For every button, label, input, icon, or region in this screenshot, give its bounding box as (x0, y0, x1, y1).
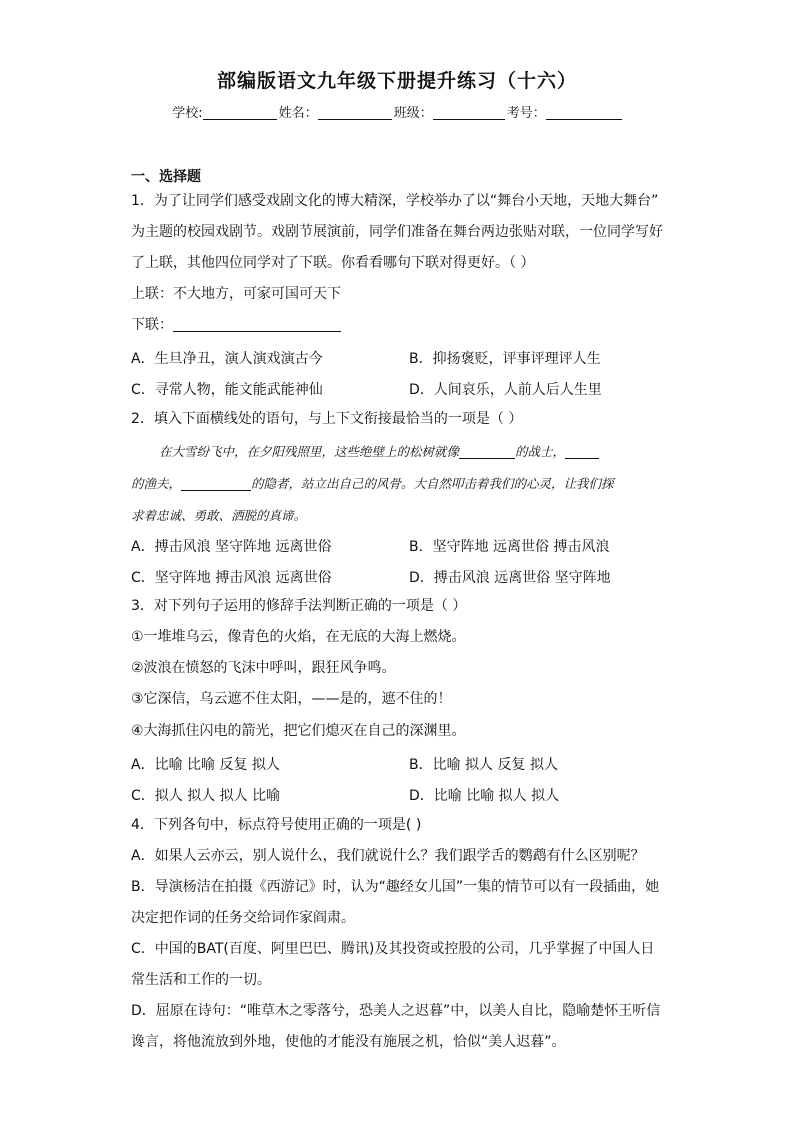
q2-passage-line-3: 求着忠诚、勇敢、洒脱的真谛。 (131, 508, 307, 523)
q1-stem-line-3: 了上联，其他四位同学对了下联。你看看哪句下联对得更好。（ ） (131, 255, 535, 271)
q2-option-a[interactable]: A．搏击风浪 坚守阵地 远离世俗 (131, 539, 332, 555)
q1-option-a[interactable]: A．生旦净丑，演人演戏演古今 (131, 351, 323, 367)
name-blank[interactable] (318, 105, 392, 120)
q2-option-c[interactable]: C．坚守阵地 搏击风浪 远离世俗 (131, 570, 332, 586)
q2-blank-3[interactable] (181, 476, 251, 491)
student-info-line (0, 102, 794, 121)
q2-option-b[interactable]: B．坚守阵地 远离世俗 搏击风浪 (409, 539, 610, 555)
class-label: 班级： (393, 106, 433, 121)
q2-blank-1[interactable] (459, 444, 515, 459)
q4-option-c-line-2: 常生活和工作的一切。 (131, 972, 271, 988)
q3-sentence-4: ④大海抓住闪电的箭光，把它们熄灭在自己的深渊里。 (131, 723, 466, 739)
q2-option-d[interactable]: D．搏击风浪 远离世俗 坚守阵地 (409, 570, 611, 586)
q4-option-d-line-2: 谗言，将他流放到外地，使他的才能没有施展之机，恰似“美人迟暮”。 (131, 1034, 566, 1050)
q1-option-d[interactable]: D．人间哀乐，人前人后人生里 (409, 382, 602, 398)
q2-passage-text: 的隐者，站立出自己的风骨。大自然叩击着我们的心灵，让我们探 (251, 476, 614, 491)
q1-lower-label: 下联： (131, 317, 173, 333)
q2-passage-text: 的渔夫， (131, 476, 182, 491)
q3-option-a[interactable]: A．比喻 比喻 反复 拟人 (131, 757, 280, 773)
school-blank[interactable] (203, 105, 277, 120)
number-label: 考号： (506, 106, 546, 121)
q4-option-d-line-1[interactable]: D．屈原在诗句：“唯草木之零落兮，恐美人之迟暮”中，以美人自比，隐喻楚怀王听信 (131, 1003, 661, 1019)
page-title: 部编版语文九年级下册提升练习（十六） (216, 70, 577, 92)
q3-sentence-1: ①一堆堆乌云，像青色的火焰，在无底的大海上燃烧。 (131, 629, 466, 645)
name-label: 姓名： (278, 106, 318, 121)
q4-stem: 4．下列各句中，标点符号使用正确的一项是( ) (131, 817, 422, 833)
q2-stem: 2．填入下面横线处的语句，与上下文衔接最恰当的一项是（ ） (131, 411, 523, 427)
q4-option-a[interactable]: A．如果人云亦云，别人说什么，我们就说什么？我们跟学舌的鹦鹉有什么区别呢？ (131, 848, 645, 864)
q1-option-c[interactable]: C．寻常人物，能文能武能神仙 (131, 382, 323, 398)
q1-option-b[interactable]: B．抑扬褒贬，评事评理评人生 (409, 351, 601, 367)
q3-stem: 3．对下列句子运用的修辞手法判断正确的一项是（ ） (131, 598, 467, 614)
q2-passage-line-2 (131, 467, 663, 500)
q3-option-d[interactable]: D．比喻 比喻 拟人 拟人 (409, 788, 560, 804)
q4-option-b-line-1[interactable]: B．导演杨洁在拍摄《西游记》时，认为“趣经女儿国”一集的情节可以有一段插曲，她 (131, 879, 660, 895)
q1-upper-couplet: 上联：不大地方，可家可国可天下 (131, 286, 341, 302)
q2-blank-2[interactable] (565, 444, 599, 459)
q3-option-b[interactable]: B．比喻 拟人 反复 拟人 (409, 757, 558, 773)
class-blank[interactable] (433, 105, 505, 120)
q2-passage-text: 的战士， (515, 444, 566, 459)
school-label: 学校: (172, 106, 203, 121)
q1-stem-line-1: 1．为了让同学们感受戏剧文化的博大精深，学校举办了以“舞台小天地，天地大舞台” (131, 193, 659, 209)
q2-passage-text: 在大雪纷飞中，在夕阳残照里，这些绝壁上的松树就像 (159, 444, 460, 459)
q4-option-b-line-2: 决定把作词的任务交给词作家阎肃。 (131, 910, 355, 926)
q2-passage-line-1 (131, 435, 663, 468)
q3-sentence-3: ③它深信，乌云遮不住太阳，——是的，遮不住的！ (131, 691, 452, 707)
q1-lower-blank[interactable] (173, 317, 341, 332)
section-title: 一、选择题 (131, 169, 201, 185)
q3-option-c[interactable]: C．拟人 拟人 拟人 比喻 (131, 788, 281, 804)
number-blank[interactable] (546, 105, 622, 120)
q3-sentence-2: ②波浪在愤怒的飞沫中呼叫，跟狂风争鸣。 (131, 660, 396, 676)
q4-option-c-line-1[interactable]: C．中国的BAT(百度、阿里巴巴、腾讯)及其投资或控股的公司，几乎掌握了中国人日 (131, 941, 655, 957)
q1-stem-line-2: 为主题的校园戏剧节。戏剧节展演前，同学们准备在舞台两边张贴对联，一位同学写好 (131, 224, 663, 240)
q1-lower-couplet-row (131, 310, 663, 341)
